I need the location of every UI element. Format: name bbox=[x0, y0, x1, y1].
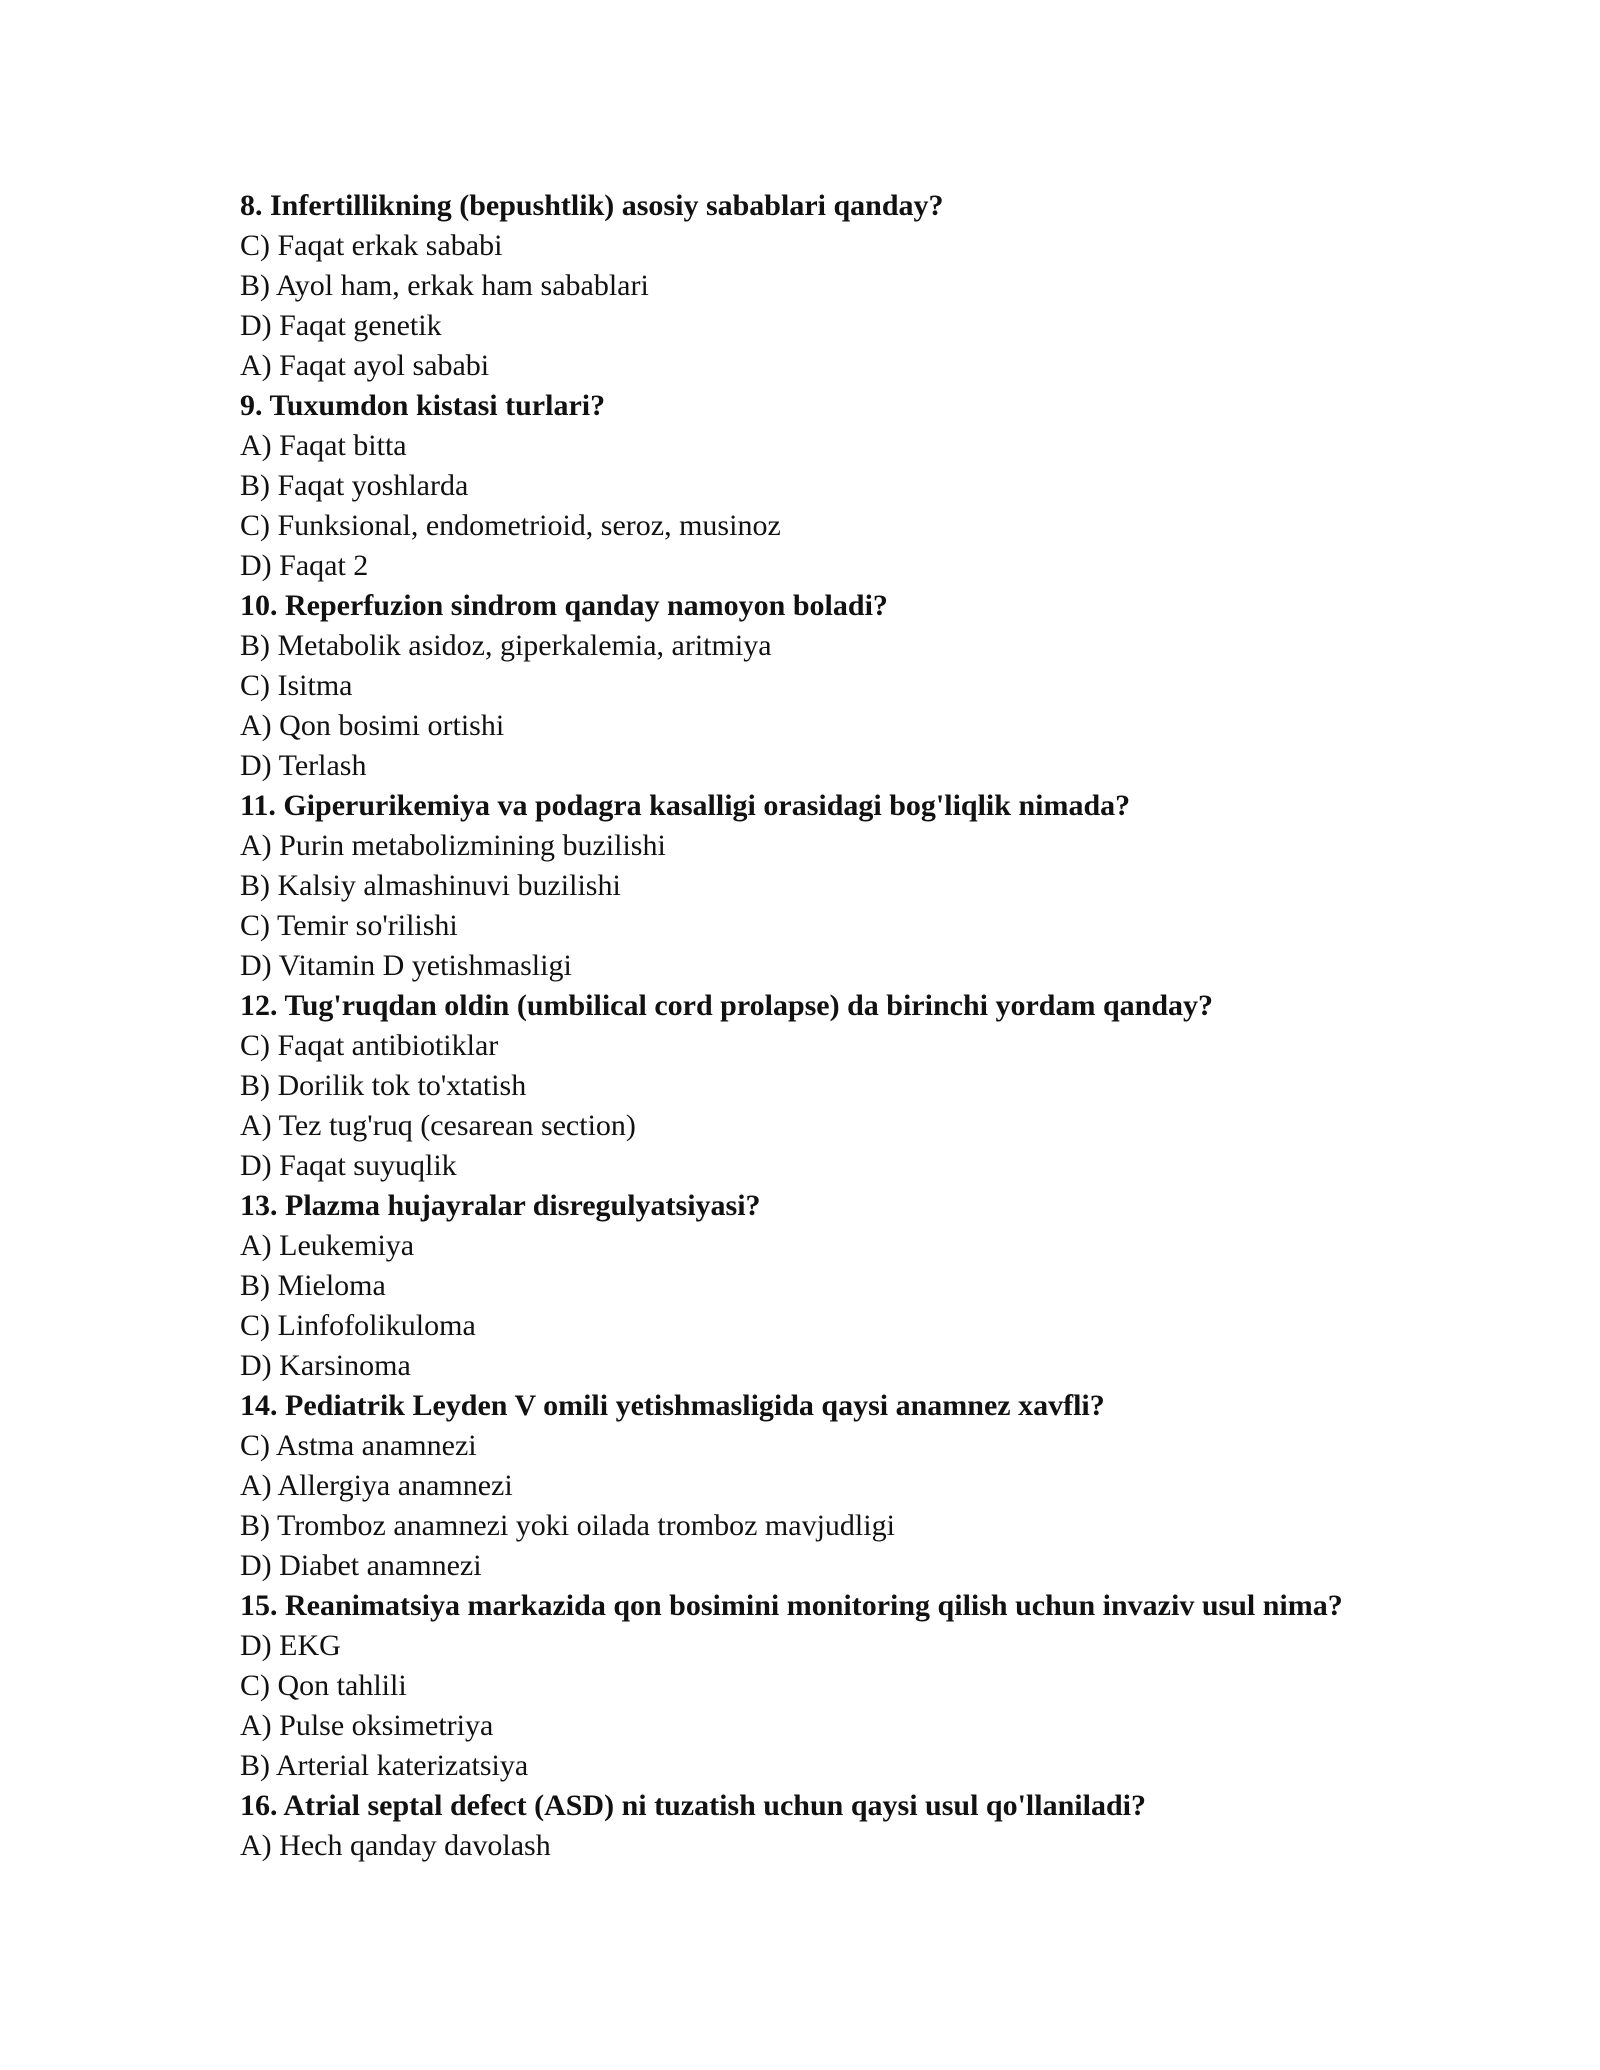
answer-option: C) Astma anamnezi bbox=[240, 1429, 477, 1462]
answer-option: C) Linfofolikuloma bbox=[240, 1309, 476, 1342]
answer-option: B) Ayol ham, erkak ham sabablari bbox=[240, 269, 649, 302]
answer-option: A) Faqat ayol sababi bbox=[240, 349, 490, 382]
question-11: 11. Giperurikemiya va podagra kasalligi orasidagi bog'liqlik nimada? bbox=[240, 789, 1131, 822]
answer-option: B) Metabolik asidoz, giperkalemia, aritmiya bbox=[240, 629, 772, 662]
answer-option: C) Faqat erkak sababi bbox=[240, 229, 503, 262]
answer-option: B) Mieloma bbox=[240, 1269, 386, 1302]
answer-option: C) Temir so'rilishi bbox=[240, 909, 458, 942]
question-16: 16. Atrial septal defect (ASD) ni tuzatish uchun qaysi usul qo'llaniladi? bbox=[240, 1789, 1146, 1822]
question-9: 9. Tuxumdon kistasi turlari? bbox=[240, 389, 606, 422]
answer-option: B) Arterial katerizatsiya bbox=[240, 1749, 529, 1782]
answer-option: A) Qon bosimi ortishi bbox=[240, 709, 505, 742]
answer-option: D) Faqat suyuqlik bbox=[240, 1149, 457, 1182]
answer-option: A) Faqat bitta bbox=[240, 429, 407, 462]
answer-option: B) Tromboz anamnezi yoki oilada tromboz mavjudligi bbox=[240, 1509, 895, 1542]
document-page bbox=[240, 186, 1500, 1866]
answer-option: A) Leukemiya bbox=[240, 1229, 415, 1262]
question-12: 12. Tug'ruqdan oldin (umbilical cord prolapse) da birinchi yordam qanday? bbox=[240, 989, 1214, 1022]
answer-option: D) EKG bbox=[240, 1629, 341, 1662]
answer-option: A) Allergiya anamnezi bbox=[240, 1469, 513, 1502]
answer-option: C) Qon tahlili bbox=[240, 1669, 407, 1702]
question-15: 15. Reanimatsiya markazida qon bosimini monitoring qilish uchun invaziv usul nima? bbox=[240, 1589, 1343, 1622]
answer-option: D) Faqat 2 bbox=[240, 549, 369, 582]
question-14: 14. Pediatrik Leyden V omili yetishmasligida qaysi anamnez xavfli? bbox=[240, 1389, 1105, 1422]
answer-option: A) Pulse oksimetriya bbox=[240, 1709, 494, 1742]
answer-option: A) Hech qanday davolash bbox=[240, 1829, 551, 1862]
answer-option: B) Faqat yoshlarda bbox=[240, 469, 469, 502]
answer-option: D) Faqat genetik bbox=[240, 309, 442, 342]
answer-option: C) Funksional, endometrioid, seroz, musinoz bbox=[240, 509, 781, 542]
answer-option: B) Kalsiy almashinuvi buzilishi bbox=[240, 869, 621, 902]
answer-option: A) Purin metabolizmining buzilishi bbox=[240, 829, 666, 862]
answer-option: B) Dorilik tok to'xtatish bbox=[240, 1069, 527, 1102]
answer-option: D) Vitamin D yetishmasligi bbox=[240, 949, 572, 982]
answer-option: C) Faqat antibiotiklar bbox=[240, 1029, 499, 1062]
answer-option: D) Diabet anamnezi bbox=[240, 1549, 482, 1582]
answer-option: A) Tez tug'ruq (cesarean section) bbox=[240, 1109, 636, 1142]
answer-option: D) Karsinoma bbox=[240, 1349, 411, 1382]
question-10: 10. Reperfuzion sindrom qanday namoyon boladi? bbox=[240, 589, 888, 622]
question-8: 8. Infertillikning (bepushtlik) asosiy sabablari qanday? bbox=[240, 189, 944, 222]
answer-option: D) Terlash bbox=[240, 749, 367, 782]
answer-option: C) Isitma bbox=[240, 669, 353, 702]
question-13: 13. Plazma hujayralar disregulyatsiyasi? bbox=[240, 1189, 761, 1222]
